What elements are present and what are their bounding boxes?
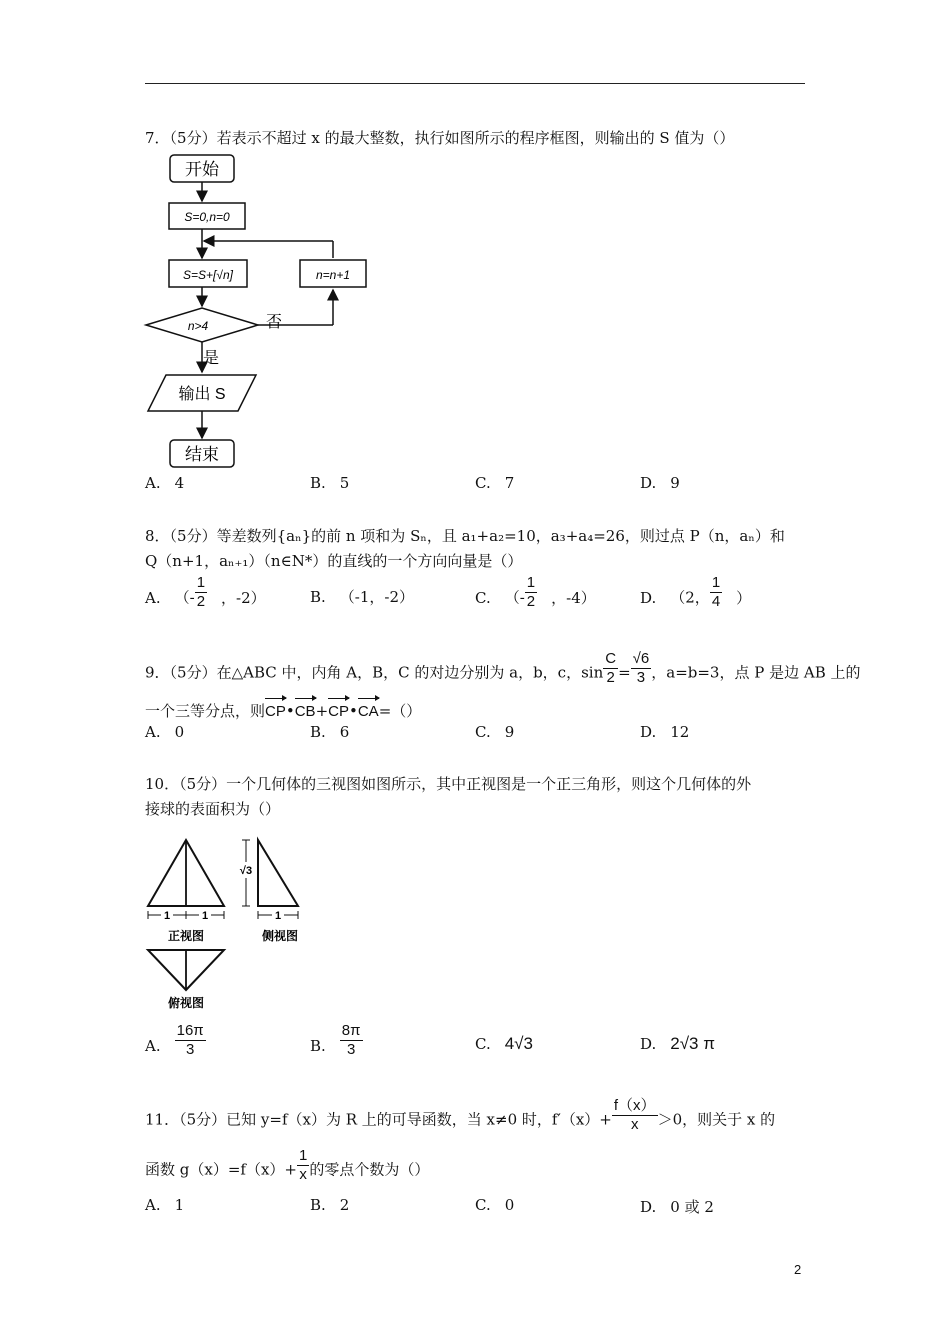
flow-output-text: 输出 S: [178, 386, 226, 403]
option-c[interactable]: C. 0: [475, 1196, 515, 1214]
question-9-line-2: 一个三等分点，则CP•CB+CP•CA=（）: [145, 699, 421, 724]
top-view-label: 俯视图: [167, 996, 205, 1010]
option-d[interactable]: D. 12: [640, 723, 690, 741]
question-10-line-1: 10．（5分）一个几何体的三视图如图所示，其中正视图是一个正三角形，则这个几何体的外: [145, 775, 752, 793]
question-11-line-2: 函数 g（x）=f（x）+ $\frac{1}{x}$ 的零点个数为（）: [145, 1147, 430, 1183]
option-b[interactable]: B. （-1，-2）: [310, 588, 415, 606]
option-d[interactable]: D. 2√3 π: [640, 1034, 715, 1053]
option-b[interactable]: B. $\frac{8\pi}{3}$: [310, 1022, 361, 1058]
flow-yes-label: 是: [203, 350, 220, 367]
flowchart: [140, 150, 380, 472]
option-c[interactable]: C. 4√3: [475, 1034, 533, 1053]
side-view-label: 侧视图: [261, 929, 299, 943]
option-c[interactable]: C. 9: [475, 723, 515, 741]
flow-condition-text: n>4: [187, 319, 209, 333]
option-a[interactable]: A. $\frac{16\pi}{3}$: [145, 1022, 204, 1058]
option-c[interactable]: C. （- $\frac{1}{2}$ ，-4）: [475, 574, 596, 610]
front-view-label: 正视图: [167, 929, 205, 943]
flow-no-label: 否: [266, 314, 283, 331]
question-9-line-1: 9．（5分）在△ABC 中，内角 A，B，C 的对边分别为 a，b，c，sin $\frac{C}{2}$ = $\frac{√6}{3}$ ，a=b=3，点 P 是边 AB 上的: [145, 650, 861, 686]
question-8-line-1: 8．（5分）等差数列{aₙ}的前 n 项和为 Sₙ，且 a₁+a₂=10，a₃+a₄=26，则过点 P（n，aₙ）和: [145, 527, 785, 545]
question-10-line-2: 接球的表面积为（）: [145, 800, 281, 818]
option-b[interactable]: B. 6: [310, 723, 350, 741]
header-rule: [145, 83, 805, 84]
vector-cb: CB: [295, 700, 316, 724]
question-10-options: [145, 1022, 805, 1058]
question-9-options: [145, 723, 805, 747]
option-b[interactable]: B. 5: [310, 474, 350, 492]
option-b[interactable]: B. 2: [310, 1196, 350, 1214]
question-7-options: [145, 474, 805, 498]
flow-end-text: 结束: [185, 445, 219, 464]
page-number: 2: [794, 1262, 802, 1277]
option-a[interactable]: A. 4: [145, 474, 185, 492]
question-7-stem: 7．（5分）若表示不超过 x 的最大整数，执行如图所示的程序框图，则输出的 S 值为（）: [145, 129, 735, 147]
option-d[interactable]: D. 9: [640, 474, 680, 492]
question-8-line-2: Q（n+1，aₙ₊₁）（n∈N*）的直线的一个方向向量是（）: [145, 552, 523, 570]
option-c[interactable]: C. 7: [475, 474, 515, 492]
vector-cp: CP: [328, 700, 349, 724]
question-11-line-1: 11．（5分）已知 y=f（x）为 R 上的可导函数，当 x≠0 时，f′（x）+ $\frac{f(x)}{x}$ ＞0，则关于 x 的: [145, 1097, 776, 1133]
vector-cp: CP: [265, 700, 286, 724]
flow-update-n-text: n=n+1: [315, 268, 351, 282]
option-a[interactable]: A. （- $\frac{1}{2}$ ，-2）: [145, 574, 266, 610]
side-dim-width: 1: [274, 910, 282, 922]
flow-update-s-text: S=S+[√n]: [183, 268, 233, 282]
flow-init-text: S=0,n=0: [184, 210, 230, 224]
flow-start-text: 开始: [185, 160, 219, 179]
option-a[interactable]: A. 1: [145, 1196, 185, 1214]
front-dim-left: 1: [163, 910, 171, 922]
front-dim-right: 1: [201, 910, 209, 922]
option-d[interactable]: D. 0 或 2: [640, 1198, 714, 1216]
side-view-triangle: [258, 840, 298, 906]
option-d[interactable]: D. （2， $\frac{1}{4}$ ）: [640, 574, 752, 610]
side-dim-height: √3: [239, 865, 253, 877]
vector-ca: CA: [358, 700, 379, 724]
option-a[interactable]: A. 0: [145, 723, 185, 741]
question-11-options: [145, 1196, 805, 1220]
question-8-options: [145, 574, 805, 610]
three-view-figure: [140, 832, 310, 1014]
